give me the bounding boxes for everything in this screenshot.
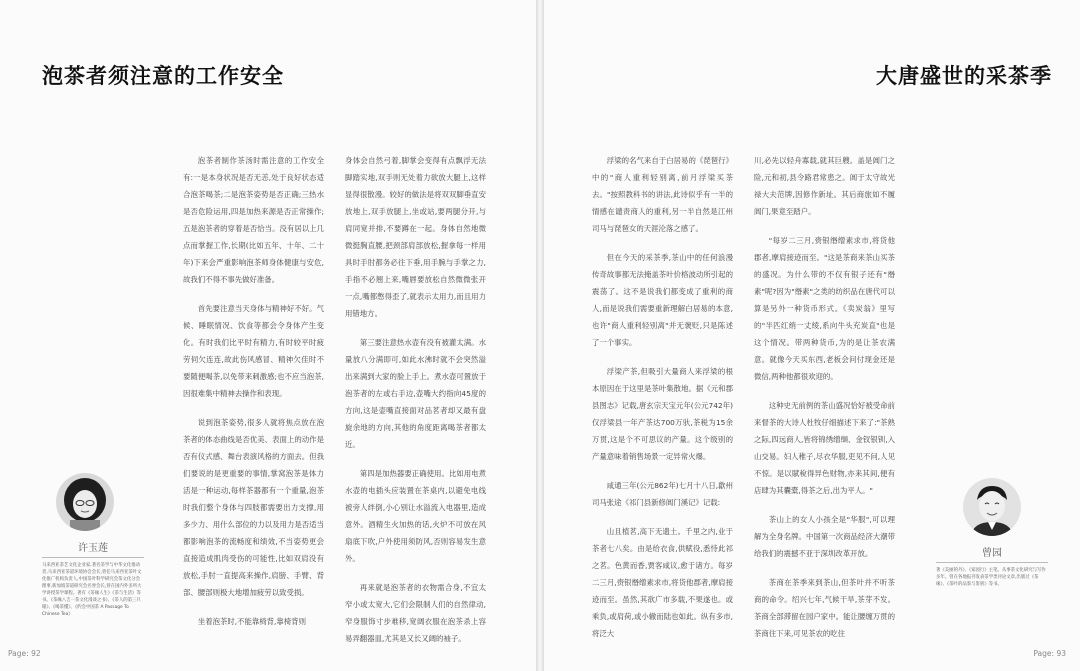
left-column-1 — [183, 152, 324, 642]
paragraph: 再来就是泡茶者的衣物需合身,不宜太窄小或太宽大,它们会限制人们的自然律动,窄身服饰寸步难移,宽阔衣服在泡茶杀上容易弄翻器皿,尤其是又长又阔的袖子。 — [345, 583, 486, 643]
paragraph: 泡茶者制作茶汤时需注意的工作安全有:一是本身状况是否无恙,处于良好状态适合泡茶喝茶;二是泡茶姿势是否正确;三热水是否危险运用,四是加热来源是否正常操作;五是泡茶者的穿着是否恰当。没有居以上几点而掌握工作,长期(比如五年、十年、二十年)下来会严重影响泡茶师身体健康与安危,故我们不得不事先做好准备。 — [183, 156, 324, 284]
paragraph: 川,必先以轻舟寡载,就其巨艘。盖是阊门之险,元和初,县令路君常患之。阊于太守故光禄大夫范牌,因修作新址。其后商旅如不履阊门,果竟至踏户。 — [754, 156, 895, 216]
paragraph: "每岁二三月,赍银缗缯素求市,将货他郡者,摩肩接迹而至。"这是茶商来茶山买茶的盛况。为什么带的不仅有银子还有"缗素"呢?因为"缗素"之类的纺织品在唐代可以算是另外一种货币形式。《卖炭翁》里写的"半匹红绡一丈绫,系向牛头充炭直"也是这个情况。带两种货币,为的是让茶农满意。就像今天买东西,老板会问付现金还是微信,两种他都很欢迎的。 — [754, 236, 895, 381]
paragraph: 咸通三年(公元862年)七月十八日,歙州司马张途《祁门县新修阊门溪记》记载: — [592, 481, 733, 507]
paragraph: 第三要注意热水壶有没有被灌太满。水量放八分满即可,如此水沸时就不会突然溢出来满到大家的脸上手上。煮水壶可置放于泡茶者的左或右手边,壶嘴大约指向45度的方向,这是壶嘴直接面对品茗者却又最有盘旋余地的方向,其他的角度距离喝茶者都太近。 — [345, 338, 486, 449]
left-author-block — [42, 473, 144, 618]
paragraph: 身体会自然弓着,脚掌会变得有点飘浮无法脚踏实地,双手则无处着力欲放大腿上,这样显得很散漫。较好的做法是将双双脚垂直安放地上,双手放腿上,坐或站,要两腿分开,与肩同宽并排,不要蹲在一起。身体自然地微微挺胸直腰,把颈部肩部放松,握拿每一样用具时手肘都务必往下垂,用手腕与手掌之力,手指不必翘上来,嘴唇要放松自然微微张开一点,嘴都憋得歪了,就表示太用力,而且用力用错地方。 — [345, 156, 486, 318]
author-name: 许玉莲 — [78, 543, 108, 554]
paragraph: 浮梁的名气来自于白居易的《琵琶行》中的"商人重利轻别离,前月浮梁买茶去。"按照教科书的讲法,此诗似乎有一半的情感在谴责商人的重利,另一半自然是江州司马与琵琶女的天涯沦落之感了。 — [592, 156, 733, 233]
paragraph: 说到泡茶姿势,很多人就将焦点放在泡茶者的体态曲线是否优美、表面上的动作是否有仪式感、舞台表演风格的方面去。但我们要说的是更重要的事情,掌窝泡茶是体力活是一种运动,每样茶器都有一个重量,泡茶时我们整个身体与四肢都需要出力支撑,用多少力、用什么部位的力以及用力是否适当都影响泡茶的流畅度和绩效,不当姿势更会直接造成肌肉受伤的可能性,比如双肩没有放松,手肘一直提高来操作,肩膀、手臂、背部、腰部则极大地增加疲劳以致受损。 — [183, 418, 324, 597]
left-page — [0, 0, 536, 671]
author-bio: 著《美丽的丹》、《家园行》主笔。从事茶文化研究与写作多年。曾在各地报刊发表茶学类评论文章,出版过《茶缘》、《茶叶的品鉴与鉴别》等书。 — [936, 568, 1046, 587]
paragraph: 坐着泡茶时,不能靠椅背,靠椅背则 — [197, 617, 306, 626]
right-column-2 — [754, 152, 895, 654]
paragraph: 浮梁产茶,但吸引大量商人来浮梁的根本原因在于这里是茶叶集散地。据《元和郡县图志》记载,唐玄宗天宝元年(公元742年)仅浮梁县一年产茶达700万驮,茶税为15余万贯,这是个不可思议的产量。这个级别的产量意味着销售场景一定异常火爆。 — [592, 367, 733, 461]
paragraph: 这种史无前例的茶山盛况恰好被受命前来督茶的大诗人杜牧仔细描述下来了:"茶熟之际,四远商人,皆将锦绣缯缬、金钗银钏,入山交易。妇人稚子,尽衣华服,吏见不问,人见不惊。是以賦稅得异色财物,亦来其间,便有店肆为其囊橐,得茶之后,出为平人。" — [754, 401, 895, 495]
author-name: 曾园 — [982, 548, 1002, 559]
right-page — [544, 0, 1080, 671]
author-avatar — [963, 478, 1021, 536]
author-bio: 马来西亚茶艺文化企业家,著名茶学与中华文化推动者,马来西亚茶道环境协会会长,曾任马来西亚茶叶文化推广机构负责人,中国茶叶科学研究会茶文化分会理事,新加坡茶道研究会名誉会长,曾在国内外多所大学讲授茶学课程。著有《茶缘人生》《茶与生活》等书。《茶缘八吉一茶文化漫谈之书》、《茶人的第三只眼》、《喝茶懂》、《约会中国茶 A Passage To Chinese Tea》 — [42, 563, 142, 617]
right-article-title: 大唐盛世的采茶季 — [876, 64, 1052, 88]
paragraph: 茶山上的女人小孩全是"华服",可以理解为全身名牌。中国第一次商品经济大潮带给我们的震撼不亚于深圳改革开放。 — [754, 515, 895, 558]
paragraph: 山且植茗,高下无遗土。千里之内,业于茶者七八矣。由是给衣食,供赋役,悉恃此祁之茗。色黄而香,贾客咸议,愈于诸方。每岁二三月,赍银缗缯素求市,将货他郡者,摩肩接迹而至。虽然,其欲广市多载,不果遂也。或乘负,或肩荷,或小辙而陆也如此。纵有多市,将泛大 — [592, 527, 733, 638]
page-number-left: Page: 92 — [8, 649, 41, 658]
paragraph: 首先要注意当天身体与精神好不好。气候、睡眠情况、饮食等都会令身体产生变化。有时我们比平时有精力,有时较平时疲劳伺欠连连,故此伤风感冒、精神欠佳时不要随便喝茶,以免带来刺激感;也不应当泡茶,因很难集中精神去操作和表现。 — [183, 304, 324, 398]
page-number-right: Page: 93 — [1033, 649, 1066, 658]
divider — [936, 562, 1048, 563]
paragraph: 但在今天的采茶季,茶山中的任何浪漫传奇故事都无法掩盖茶叶价格波动所引起的震荡了。这不是说我们都变成了重利的商人,而是说我们需要重新理解白居易的本意,也许"商人重利轻别离"并无褒贬,只是陈述了一个事实。 — [592, 253, 733, 347]
left-column-2 — [345, 152, 486, 659]
left-article-title: 泡茶者须注意的工作安全 — [42, 64, 284, 88]
author-avatar — [56, 473, 114, 531]
right-author-block — [936, 478, 1048, 588]
divider — [42, 557, 144, 558]
paragraph: 第四是加热器要正确使用。比如用电煮水壶的电插头应装置在茶桌内,以避免电线被旁人绊倒,小心别让水溢流入电器里,造成意外。酒精生火加热的话,火炉不可放在风扇底下吹,户外使用须防风,否则容易发生意外。 — [345, 469, 486, 563]
paragraph: 茶商在茶季来到茶山,但茶叶并不听茶商的命令。绍兴七年,气候干旱,茶芽不发。茶商全部滞留在园户家中。能让腰缠万贯的茶商住下来,可见茶农的吃住 — [754, 578, 895, 638]
book-gutter — [536, 0, 544, 671]
right-column-1 — [592, 152, 733, 654]
